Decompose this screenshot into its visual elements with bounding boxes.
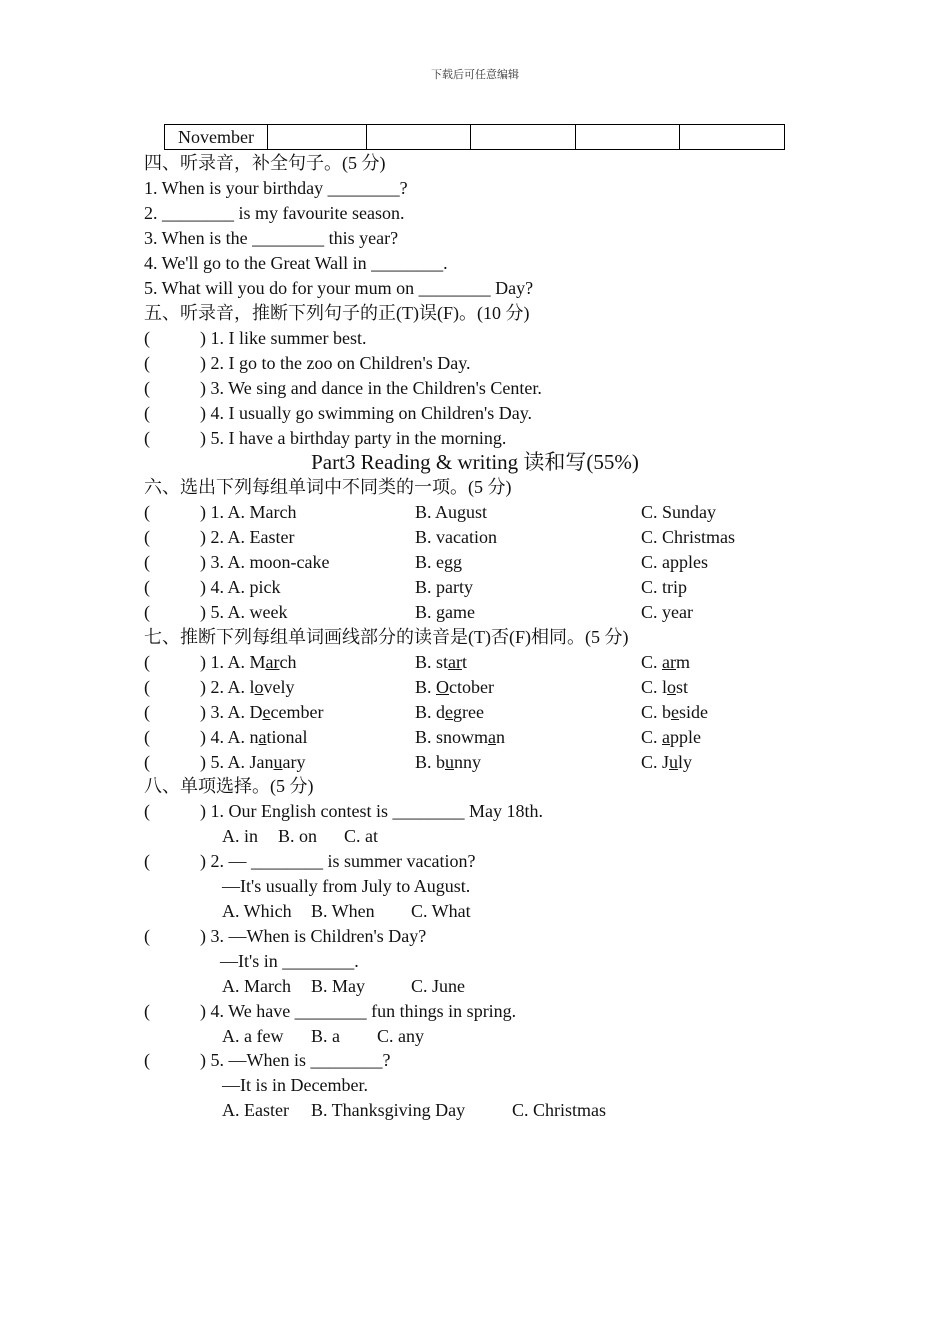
- option-c: C. Christmas: [641, 527, 736, 547]
- option-b: B. a: [311, 1026, 340, 1046]
- option-c: C. at: [344, 826, 378, 846]
- text-fragment: ) 1. A. M: [200, 652, 266, 672]
- option-a: A. Easter: [222, 1100, 289, 1120]
- answer-paren[interactable]: (: [144, 677, 150, 697]
- s4-item: 1. When is your birthday ________?: [144, 178, 408, 198]
- text-fragment: ctober: [449, 677, 494, 697]
- s6-row: [144, 526, 294, 548]
- question-text: ) 2. — ________ is summer vacation?: [200, 851, 476, 871]
- question-text: ) 5. —When is ________?: [200, 1050, 391, 1070]
- option-a: [200, 752, 305, 772]
- s5-item-text: ) 2. I go to the zoo on Children's Day.: [200, 353, 471, 373]
- question-text: ) 1. Our English contest is ________ May 18th.: [200, 801, 543, 821]
- s7-row: [144, 751, 305, 773]
- option-b: [415, 751, 481, 773]
- s4-item: 2. ________ is my favourite season.: [144, 203, 405, 223]
- underlined-letters: e: [262, 702, 271, 722]
- text-fragment: ary: [282, 752, 306, 772]
- text-fragment: ly: [678, 752, 693, 772]
- underlined-letters: o: [667, 677, 677, 697]
- text-fragment: tional: [266, 727, 308, 747]
- underlined-letters: a: [488, 727, 497, 747]
- option-c: C. any: [377, 1026, 424, 1046]
- option-c: [641, 676, 688, 698]
- option-c: C. year: [641, 602, 693, 622]
- text-fragment: n: [496, 727, 506, 747]
- option-a: A. in: [222, 826, 258, 846]
- text-fragment: ) 4. A. n: [200, 727, 259, 747]
- answer-paren[interactable]: (: [144, 527, 150, 547]
- text-fragment: C. J: [641, 752, 670, 772]
- table-cell-empty[interactable]: [680, 125, 785, 150]
- underlined-letters: e: [671, 702, 680, 722]
- underlined-letters: u: [273, 752, 283, 772]
- s5-item: [144, 402, 532, 424]
- option-a: [200, 702, 323, 722]
- option-a: [200, 652, 297, 672]
- s8-question: [144, 1000, 516, 1022]
- text-fragment: ch: [279, 652, 297, 672]
- section-8-title: 八、单项选择。(5 分): [144, 776, 314, 796]
- s5-item-text: ) 5. I have a birthday party in the morning.: [200, 428, 507, 448]
- s7-row: [144, 651, 297, 673]
- option-b: [415, 726, 505, 748]
- text-fragment: B. d: [415, 702, 446, 722]
- page-header-note: 下载后可任意编辑: [431, 68, 519, 81]
- option-c: C. Christmas: [512, 1100, 607, 1120]
- option-c: [641, 651, 690, 673]
- part3-heading: Part3 Reading & writing 读和写(55%): [311, 450, 639, 474]
- table-cell-empty[interactable]: [367, 125, 471, 150]
- s8-question: [144, 850, 475, 872]
- option-c: C. trip: [641, 577, 688, 597]
- option-b: B. August: [415, 502, 488, 522]
- answer-paren[interactable]: (: [144, 1050, 150, 1070]
- text-fragment: gree: [453, 702, 484, 722]
- answer-paren[interactable]: (: [144, 851, 150, 871]
- answer-paren[interactable]: (: [144, 652, 150, 672]
- text-fragment: nny: [454, 752, 482, 772]
- s7-row: [144, 676, 295, 698]
- text-fragment: C. b: [641, 702, 672, 722]
- option-a: A. a few: [222, 1026, 284, 1046]
- option-b: B. vacation: [415, 527, 497, 547]
- s5-item-text: ) 1. I like summer best.: [200, 328, 367, 348]
- underlined-letters: e: [445, 702, 454, 722]
- text-fragment: pple: [670, 727, 702, 747]
- s6-row: [144, 576, 281, 598]
- underlined-letters: o: [254, 677, 264, 697]
- answer-paren[interactable]: (: [144, 353, 150, 373]
- s5-item: [144, 377, 542, 399]
- s5-item-text: ) 3. We sing and dance in the Children's Center.: [200, 378, 542, 398]
- underlined-letters: O: [436, 677, 450, 697]
- month-table: [164, 124, 785, 150]
- answer-paren[interactable]: (: [144, 552, 150, 572]
- answer-paren[interactable]: (: [144, 727, 150, 747]
- reply-text: —It's in ________.: [220, 951, 359, 971]
- answer-paren[interactable]: (: [144, 926, 150, 946]
- text-fragment: vely: [263, 677, 295, 697]
- option-a: [200, 677, 295, 697]
- option-b: B. May: [311, 976, 365, 996]
- option-b: B. on: [278, 826, 318, 846]
- text-fragment: t: [462, 652, 468, 672]
- text-fragment: ) 2. A. l: [200, 677, 255, 697]
- text-fragment: m: [676, 652, 691, 672]
- option-a: ) 3. A. moon-cake: [200, 552, 330, 572]
- text-fragment: C.: [641, 652, 663, 672]
- s8-question: [144, 800, 543, 822]
- option-a: A. Which: [222, 901, 292, 921]
- underlined-letters: ar: [265, 652, 280, 672]
- text-fragment: ) 3. A. D: [200, 702, 263, 722]
- answer-paren[interactable]: (: [144, 702, 150, 722]
- s8-question: [144, 1049, 390, 1071]
- section-5-title: 五、听录音，推断下列句子的正(T)误(F)。(10 分): [144, 303, 530, 323]
- option-b: B. When: [311, 901, 375, 921]
- option-a: A. March: [222, 976, 291, 996]
- option-c: [641, 751, 692, 773]
- s8-question: [144, 925, 426, 947]
- option-b: B. egg: [415, 552, 462, 572]
- option-a: [200, 727, 308, 747]
- option-c: C. apples: [641, 552, 708, 572]
- s4-item: 4. We'll go to the Great Wall in ________.: [144, 253, 448, 273]
- answer-paren[interactable]: (: [144, 801, 150, 821]
- option-b: B. party: [415, 577, 473, 597]
- s7-row: [144, 726, 308, 748]
- answer-paren[interactable]: (: [144, 602, 150, 622]
- answer-paren[interactable]: (: [144, 328, 150, 348]
- answer-paren[interactable]: (: [144, 378, 150, 398]
- s4-item: 5. What will you do for your mum on ________ Day?: [144, 278, 534, 298]
- underlined-letters: ar: [662, 652, 676, 672]
- option-b: [415, 676, 494, 698]
- option-a: ) 4. A. pick: [200, 577, 281, 597]
- option-c: [641, 701, 708, 723]
- option-c: C. What: [411, 901, 471, 921]
- text-fragment: B. snowm: [415, 727, 489, 747]
- table-cell-empty[interactable]: [471, 125, 576, 150]
- option-b: B. game: [415, 602, 475, 622]
- answer-paren[interactable]: (: [144, 1001, 150, 1021]
- underlined-letters: a: [662, 727, 671, 747]
- s4-item: 3. When is the ________ this year?: [144, 228, 399, 248]
- s7-row: [144, 701, 323, 723]
- text-fragment: side: [679, 702, 709, 722]
- text-fragment: cember: [270, 702, 324, 722]
- table-cell-november: November: [165, 125, 268, 150]
- reply-text: —It is in December.: [222, 1075, 368, 1095]
- option-b: [415, 701, 484, 723]
- underlined-letters: ar: [448, 652, 462, 672]
- option-c: C. Sunday: [641, 502, 717, 522]
- option-a: ) 5. A. week: [200, 602, 288, 622]
- text-fragment: B. b: [415, 752, 446, 772]
- section-4-title: 四、听录音，补全句子。(5 分): [144, 153, 386, 173]
- text-fragment: B.: [415, 677, 437, 697]
- option-b: [415, 651, 467, 673]
- question-text: ) 4. We have ________ fun things in spring.: [200, 1001, 517, 1021]
- s6-row: [144, 501, 296, 523]
- question-text: ) 3. —When is Children's Day?: [200, 926, 427, 946]
- answer-paren[interactable]: (: [144, 502, 150, 522]
- answer-paren[interactable]: (: [144, 428, 150, 448]
- section-7-title: 七、推断下列每组单词画线部分的读音是(T)否(F)相同。(5 分): [144, 627, 629, 647]
- text-fragment: ) 5. A. Jan: [200, 752, 274, 772]
- s5-item: [144, 352, 471, 374]
- text-fragment: C.: [641, 727, 663, 747]
- text-fragment: C. l: [641, 677, 668, 697]
- answer-paren[interactable]: (: [144, 403, 150, 423]
- text-fragment: st: [676, 677, 689, 697]
- s5-item-text: ) 4. I usually go swimming on Children's Day.: [200, 403, 533, 423]
- underlined-letters: a: [258, 727, 267, 747]
- option-b: B. Thanksgiving Day: [311, 1100, 466, 1120]
- underlined-letters: u: [669, 752, 679, 772]
- option-c: C. June: [411, 976, 465, 996]
- section-6-title: 六、选出下列每组单词中不同类的一项。(5 分): [144, 477, 512, 497]
- option-a: ) 2. A. Easter: [200, 527, 295, 547]
- s6-row: [144, 551, 329, 573]
- s5-item: [144, 427, 506, 449]
- table-cell-empty[interactable]: [268, 125, 367, 150]
- text-fragment: B. st: [415, 652, 449, 672]
- table-cell-empty[interactable]: [576, 125, 680, 150]
- s6-row: [144, 601, 287, 623]
- option-a: ) 1. A. March: [200, 502, 297, 522]
- answer-paren[interactable]: (: [144, 577, 150, 597]
- reply-text: —It's usually from July to August.: [222, 876, 471, 896]
- answer-paren[interactable]: (: [144, 752, 150, 772]
- underlined-letters: u: [445, 752, 455, 772]
- option-c: [641, 726, 701, 748]
- s5-item: [144, 327, 366, 349]
